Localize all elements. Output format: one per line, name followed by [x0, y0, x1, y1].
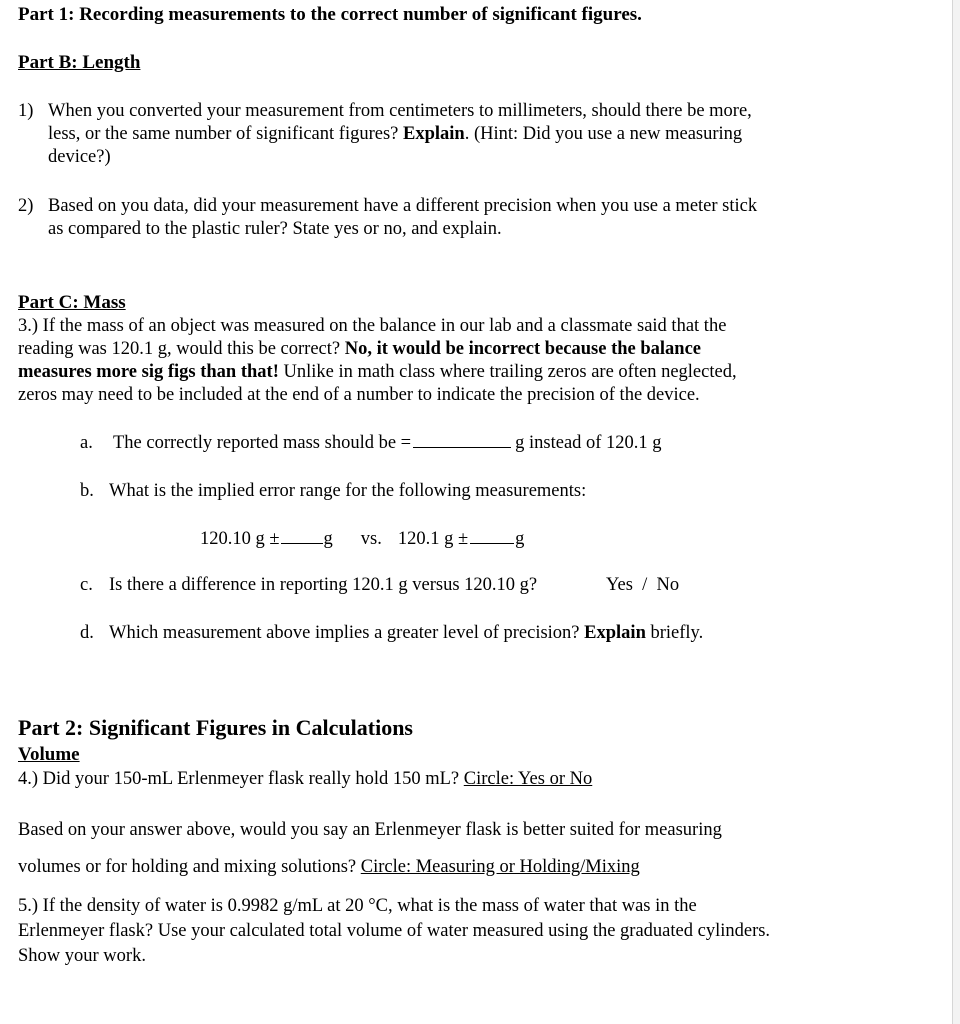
item-c-text: Is there a difference in reporting 120.1 g versus 120.10 g?	[109, 575, 538, 595]
page-edge	[952, 0, 960, 1024]
q1-line-2-post: . (Hint: Did you use a new measuring	[464, 124, 743, 144]
q1-line-2	[48, 123, 742, 146]
q3-line-2	[18, 338, 701, 361]
part2-title: Part 2: Significant Figures in Calculations	[18, 715, 413, 740]
item-a-post: g instead of 120.1 g	[515, 433, 662, 453]
unit-2: g	[515, 529, 525, 549]
item-b-text: What is the implied error range for the following measurements:	[109, 481, 587, 501]
item-d-pre: Which measurement above implies a greater level of precision?	[109, 623, 585, 643]
part-c-heading: Part C: Mass	[18, 292, 126, 313]
q2-line-2: as compared to the plastic ruler? State yes or no, and explain.	[48, 219, 502, 239]
error-blank-2[interactable]	[470, 529, 514, 544]
q1-line-2-pre: less, or the same number of significant figures?	[48, 124, 403, 144]
q3-line-1: 3.) If the mass of an object was measured on the balance in our lab and a classmate said that the	[18, 316, 727, 336]
q4-line	[18, 768, 592, 791]
item-a-text	[113, 432, 662, 455]
item-d-label: d.	[80, 623, 94, 643]
item-a-pre: The correctly reported mass should be =	[113, 433, 412, 453]
part1-title: Part 1: Recording measurements to the correct number of significant figures.	[18, 4, 642, 25]
volume-heading: Volume	[18, 744, 80, 765]
item-c-label: c.	[80, 575, 93, 595]
q2-line-1: Based on you data, did your measurement have a different precision when you use a meter stick	[48, 196, 758, 216]
based-line-1: Based on your answer above, would you say an Erlenmeyer flask is better suited for measuring	[18, 820, 722, 840]
q3-line-4: zeros may need to be included at the end of a number to indicate the precision of the device.	[18, 385, 700, 405]
q4-text: 4.) Did your 150-mL Erlenmeyer flask really hold 150 mL?	[18, 769, 464, 789]
error-range-row	[200, 528, 524, 551]
q3-line-3-post: Unlike in math class where trailing zeros are often neglected,	[278, 362, 737, 382]
based-line-2	[18, 856, 640, 879]
error-blank-1[interactable]	[281, 529, 323, 544]
q5-line-2: Erlenmeyer flask? Use your calculated total volume of water measured using the graduated cylinders.	[18, 921, 771, 941]
measuring-holding-choice[interactable]: Circle: Measuring or Holding/Mixing	[360, 857, 640, 877]
item-a-label: a.	[80, 433, 93, 453]
measurement-1: 120.10 g ±	[200, 529, 280, 549]
q5-line-1: 5.) If the density of water is 0.9982 g/mL at 20 °C, what is the mass of water that was in the	[18, 896, 697, 916]
q1-line-3: device?)	[48, 147, 111, 167]
mass-answer-blank[interactable]	[413, 433, 511, 448]
based-line-2-pre: volumes or for holding and mixing solutions?	[18, 857, 361, 877]
q1-line-1: When you converted your measurement from centimeters to millimeters, should there be more,	[48, 101, 752, 121]
q2-number: 2)	[18, 196, 34, 216]
q1-number: 1)	[18, 101, 34, 121]
q3-answer-2: measures more sig figs than that!	[18, 362, 279, 382]
item-d-post: briefly.	[645, 623, 704, 643]
unit-1: g	[323, 529, 333, 549]
q5-line-3: Show your work.	[18, 946, 146, 966]
item-d-explain: Explain	[584, 623, 646, 643]
versus-label: vs.	[360, 529, 382, 549]
measurement-2: 120.1 g ±	[397, 529, 469, 549]
item-d-text	[109, 622, 703, 645]
item-b-label: b.	[80, 481, 94, 501]
yes-no-choice[interactable]: Yes / No	[606, 575, 680, 595]
q1-explain: Explain	[403, 124, 465, 144]
q4-circle-choice[interactable]: Circle: Yes or No	[463, 769, 593, 789]
part-b-heading: Part B: Length	[18, 52, 141, 73]
q3-answer-1: No, it would be incorrect because the balance	[344, 339, 702, 359]
q3-line-3	[18, 361, 737, 384]
q3-line-2-pre: reading was 120.1 g, would this be correct?	[18, 339, 345, 359]
